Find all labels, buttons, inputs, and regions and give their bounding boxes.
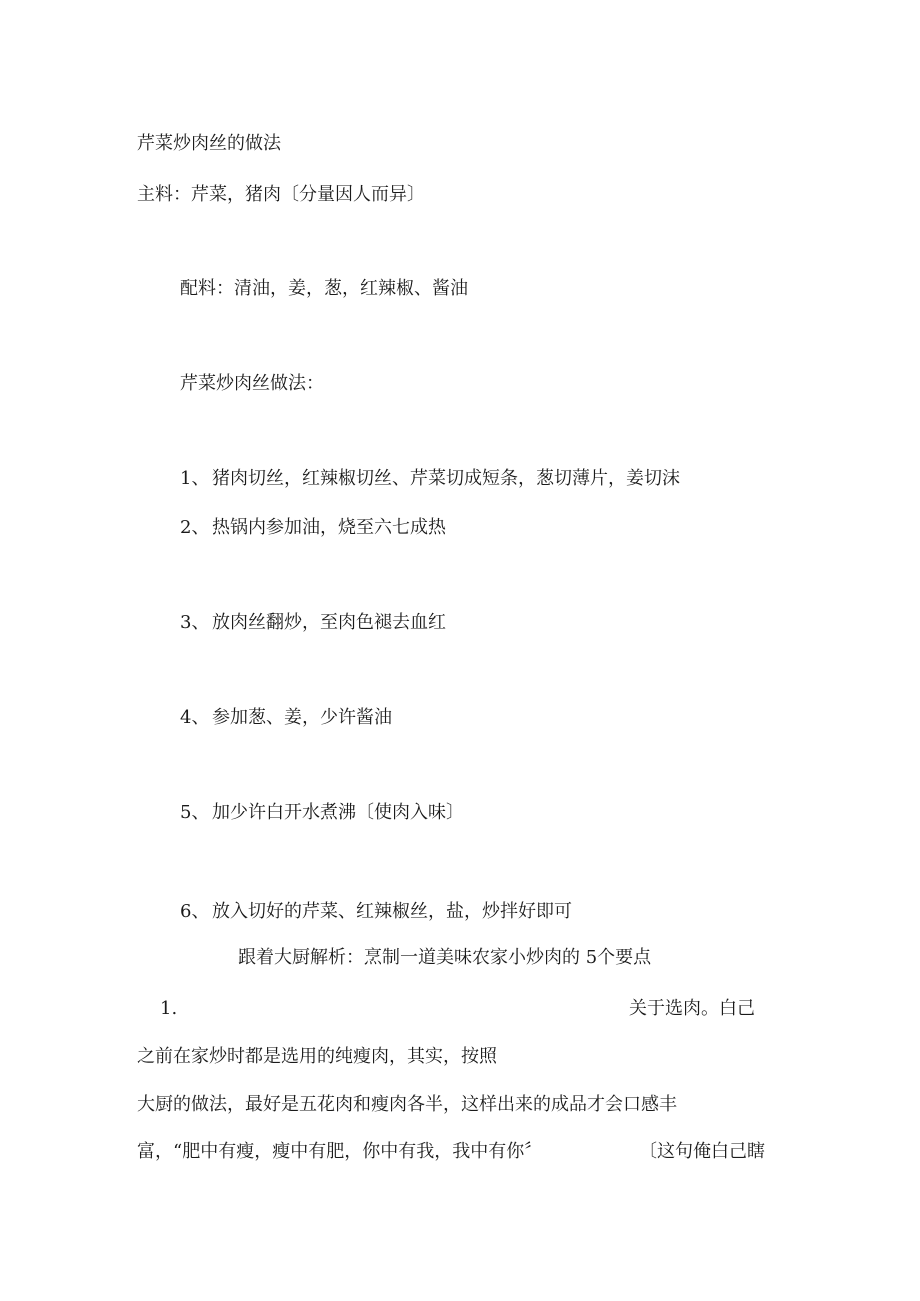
step-text: 放入切好的芹菜、红辣椒丝，盐，炒拌好即可	[212, 901, 572, 922]
step-item	[180, 900, 572, 924]
step-text: 猪肉切丝，红辣椒切丝、芹菜切成短条，葱切薄片，姜切沫	[212, 468, 680, 489]
step-number: 1、	[180, 468, 210, 489]
step-item	[180, 516, 446, 540]
step-number: 2、	[180, 517, 210, 538]
page-title: 芹菜炒肉丝的做法	[137, 133, 281, 154]
step-number: 4、	[180, 707, 210, 728]
method-heading: 芹菜炒肉丝做法：	[180, 373, 324, 394]
paragraph-text-aside: 〔这句俺白己瞎	[639, 1141, 765, 1162]
main-ingredients: 主料：芹菜，猪肉〔分量因人而异〕	[137, 184, 425, 205]
aux-ingredients: 配料：清油，姜，葱，红辣椒、酱油	[180, 278, 468, 299]
step-item	[180, 801, 464, 825]
step-item	[180, 467, 680, 491]
step-item	[180, 706, 392, 730]
step-text: 放肉丝翻炒，至肉色褪去血红	[212, 612, 446, 633]
paragraph-line: 大厨的做法，最好是五花肉和瘦肉各半，这样出来的成品才会口感丰	[137, 1094, 677, 1115]
step-item	[180, 611, 446, 635]
point-number: 1.	[160, 998, 178, 1019]
step-number: 5、	[180, 802, 210, 823]
paragraph-line	[137, 1140, 765, 1164]
paragraph-text: 富，“肥中有瘦，瘦中有肥，你中有我，我中有你〞	[137, 1141, 543, 1162]
step-text: 加少许白开水煮沸〔使肉入味〕	[212, 802, 464, 823]
step-text: 参加葱、姜，少许酱油	[212, 707, 392, 728]
step-number: 3、	[180, 612, 210, 633]
chef-tips-heading: 跟着大厨解析：烹制一道美味农家小炒肉的 5个要点	[238, 947, 652, 968]
step-number: 6、	[180, 901, 210, 922]
paragraph-line: 之前在家炒时都是选用的纯瘦肉，其实，按照	[137, 1046, 497, 1067]
point-heading: 关于选肉。白己	[629, 998, 755, 1019]
step-text: 热锅内参加油，烧至六七成热	[212, 517, 446, 538]
